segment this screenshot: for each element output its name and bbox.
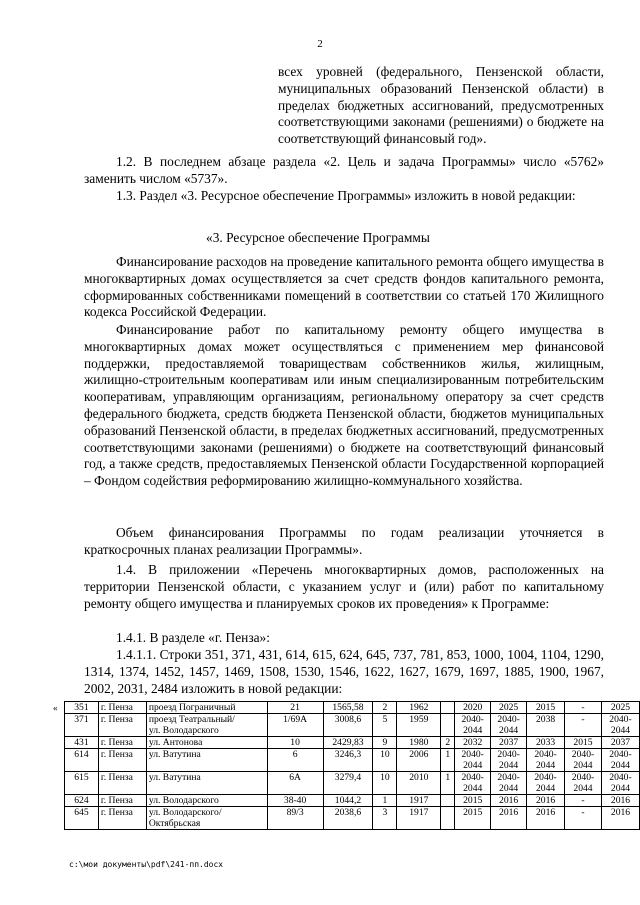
table-cell [441, 714, 455, 737]
table-row [65, 795, 640, 807]
table-cell: г. Пенза [98, 772, 146, 795]
table-cell: 614 [65, 749, 99, 772]
table-cell: 9 [373, 737, 397, 749]
table-cell: 2040- 2044 [565, 772, 602, 795]
table-cell: 2040- 2044 [527, 772, 565, 795]
table-cell: 2040- 2044 [527, 749, 565, 772]
table-cell: ул. Антонова [146, 737, 267, 749]
table-cell: 2040- 2044 [455, 714, 491, 737]
table-cell [441, 702, 455, 714]
table-cell: 10 [373, 772, 397, 795]
paragraph-financing-1: Финансирование расходов на проведение капитального ремонта общего имущества в многоквартирных домах осуществляется за счет средств фондов капитального ремонта, сформированных собственниками помещений в соответствии со статьей 170 Жилищного кодекса Российской Федерации. [84, 254, 604, 320]
table-cell: 2016 [601, 807, 639, 830]
table-cell: г. Пенза [98, 795, 146, 807]
paragraph-1-4: 1.4. В приложении «Перечень многоквартирных домов, расположенных на территории Пензенской области, с указанием услуг и (или) работ по капитальному ремонту общего имущества и планируемых сроков их проведения» к Программе: [84, 562, 604, 611]
table-cell: 2040- 2044 [491, 772, 527, 795]
table-cell: г. Пенза [98, 714, 146, 737]
table-cell: 1/69А [267, 714, 323, 737]
paragraph-financing-2: Финансирование работ по капитальному ремонту общего имущества в многоквартирных домах может осуществляться с применением мер финансовой поддержки, предоставляемой товариществам собственников жилья, жилищным, жилищно-строительным кооперативам или иным специализированным потребительским кооперативам, управляющим организациям, региональному оператору за счет средств федерального бюджета, средств бюджета Пензенской области, бюджетов муниципальных образований Пензенской области, в пределах бюджетных ассигнований, предусмотренных соответствующими законами (решениями) о бюджете на соответствующий финансовый год, а также средств, предоставляемых Пензенской области Государственной корпорацией – Фондом содействия реформированию жилищно-коммунального хозяйства. [84, 322, 604, 489]
paragraph-financing-3: Объем финансирования Программы по годам реализации уточняется в краткосрочных планах реализации Программы». [84, 525, 604, 557]
table-cell: 2040- 2044 [491, 714, 527, 737]
table-cell: 1565,58 [323, 702, 373, 714]
table-cell: 3279,4 [323, 772, 373, 795]
table-cell: 371 [65, 714, 99, 737]
table-cell [441, 807, 455, 830]
page-number: 2 [317, 38, 323, 50]
table-cell: 2015 [565, 737, 602, 749]
table-cell: 6А [267, 772, 323, 795]
file-path-footer: c:\мои документы\pdf\241-пп.docx [69, 860, 224, 869]
housing-table [64, 701, 640, 830]
table-cell: 2015 [455, 807, 491, 830]
table-row [65, 737, 640, 749]
table-cell: 2429,83 [323, 737, 373, 749]
paragraph-1-3: 1.3. Раздел «3. Ресурсное обеспечение Программы» изложить в новой редакции: [116, 188, 576, 203]
table-cell: ул. Володарского [146, 795, 267, 807]
table-cell: - [565, 714, 602, 737]
table-cell: 38-40 [267, 795, 323, 807]
table-cell: 1 [373, 795, 397, 807]
table-cell: 2025 [491, 702, 527, 714]
table-cell: 1044,2 [323, 795, 373, 807]
table-cell: 1917 [397, 807, 441, 830]
table-cell: 2010 [397, 772, 441, 795]
table-cell: 3246,3 [323, 749, 373, 772]
table-cell: 351 [65, 702, 99, 714]
table-cell: 645 [65, 807, 99, 830]
table-cell: 2040- 2044 [455, 772, 491, 795]
table-cell: 2006 [397, 749, 441, 772]
table-cell: 615 [65, 772, 99, 795]
table-cell: ул. Ватутина [146, 772, 267, 795]
table-row [65, 807, 640, 830]
table-cell: 10 [267, 737, 323, 749]
table-open-quote: « [53, 703, 58, 713]
table-cell: - [565, 807, 602, 830]
table-cell: проезд Пограничный [146, 702, 267, 714]
table-cell: 2 [373, 702, 397, 714]
table-cell: 1 [441, 749, 455, 772]
table-row [65, 714, 640, 737]
table-cell: 2040- 2044 [491, 749, 527, 772]
top-block: всех уровней (федерального, Пензенской области, муниципальных образований Пензенской области) в пределах бюджетных ассигнований, предусмотренных соответствующими законами (решениями) о бюджете на соответствующий финансовый год». [278, 64, 604, 147]
table-cell: 2040- 2044 [455, 749, 491, 772]
table-cell: 2040- 2044 [601, 749, 639, 772]
table-cell: 2016 [527, 795, 565, 807]
table-cell: 431 [65, 737, 99, 749]
table-cell: 2040- 2044 [601, 714, 639, 737]
table-cell: 6 [267, 749, 323, 772]
table-cell: 2032 [455, 737, 491, 749]
table-cell: 1 [441, 772, 455, 795]
table-row [65, 702, 640, 714]
table-cell: 624 [65, 795, 99, 807]
table-cell: 89/3 [267, 807, 323, 830]
table-cell: г. Пенза [98, 702, 146, 714]
table-cell: 2040- 2044 [601, 772, 639, 795]
table-cell: 2016 [601, 795, 639, 807]
table-cell: 21 [267, 702, 323, 714]
table-cell: 1917 [397, 795, 441, 807]
table-cell: 2037 [601, 737, 639, 749]
table-cell: - [565, 795, 602, 807]
table-cell: 2037 [491, 737, 527, 749]
table-cell: 2 [441, 737, 455, 749]
table-cell: 2038,6 [323, 807, 373, 830]
table-cell: 10 [373, 749, 397, 772]
table-cell: г. Пенза [98, 737, 146, 749]
table-cell: 2015 [455, 795, 491, 807]
table-cell: 2040- 2044 [565, 749, 602, 772]
table-row [65, 772, 640, 795]
table-cell: 5 [373, 714, 397, 737]
paragraph-1-4-1-1: 1.4.1.1. Строки 351, 371, 431, 614, 615, 624, 645, 737, 781, 853, 1000, 1004, 1104, 1290, 1314, 1374, 1452, 1457, 1469, 1508, 1530, 1546, 1622, 1627, 1679, 1697, 1885, 1900, 1967, 2002, 2031, 2484 изложить в новой редакции: [84, 647, 604, 696]
table-cell: 2020 [455, 702, 491, 714]
table-cell: ул. Володарского/ Октябрьская [146, 807, 267, 830]
table-cell: г. Пенза [98, 807, 146, 830]
table-cell: 1962 [397, 702, 441, 714]
paragraph-1-2: 1.2. В последнем абзаце раздела «2. Цель и задача Программы» число «5762» заменить числом «5737». [84, 154, 604, 186]
table-cell: - [565, 702, 602, 714]
table-cell: проезд Театральный/ ул. Володарского [146, 714, 267, 737]
table-cell: 2016 [491, 807, 527, 830]
table-cell: 2016 [491, 795, 527, 807]
table-cell: ул. Ватутина [146, 749, 267, 772]
table-cell: 2015 [527, 702, 565, 714]
table-cell: 3 [373, 807, 397, 830]
paragraph-1-4-1: 1.4.1. В разделе «г. Пенза»: [116, 630, 270, 645]
table-cell: 2038 [527, 714, 565, 737]
table-cell: 1980 [397, 737, 441, 749]
section-title: «3. Ресурсное обеспечение Программы [206, 230, 430, 245]
table-cell: 1959 [397, 714, 441, 737]
table-cell: 2016 [527, 807, 565, 830]
table-row [65, 749, 640, 772]
table-cell: 2025 [601, 702, 639, 714]
table-cell: 3008,6 [323, 714, 373, 737]
table-cell: 2033 [527, 737, 565, 749]
table-cell: г. Пенза [98, 749, 146, 772]
table-cell [441, 795, 455, 807]
